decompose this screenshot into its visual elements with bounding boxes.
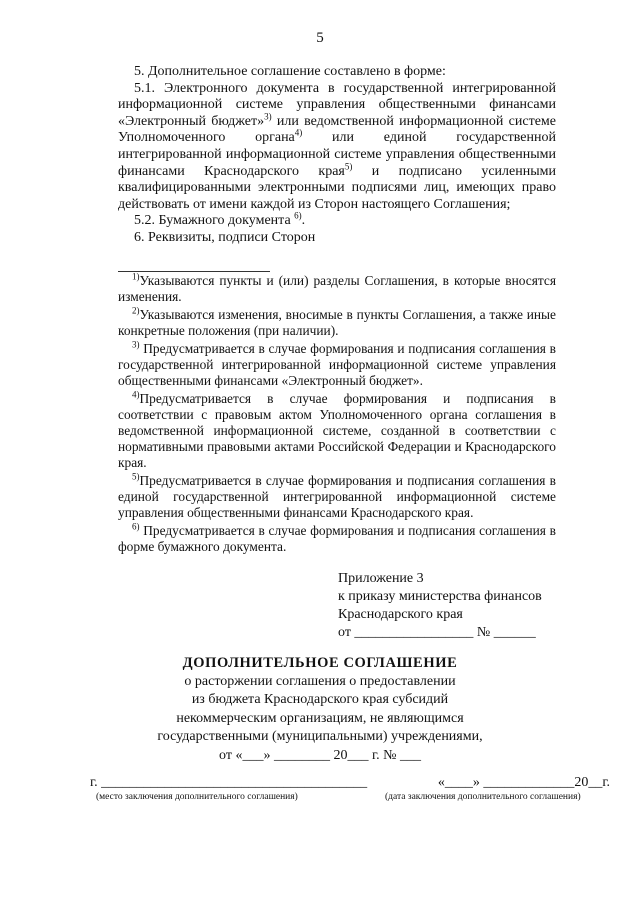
date-caption: (дата заключения дополнительного соглашения): [385, 792, 581, 802]
date-field: «____» _____________20__г.: [437, 775, 610, 790]
footnote-6: $^{6)}$ Предусматривается в случае формирования и подписания соглашения в форме бумажного документа.: [118, 521, 556, 554]
footnotes: [118, 273, 556, 557]
appendix-line-4: от _________________ № ______: [338, 625, 536, 640]
footnote-ref-5: 5): [344, 160, 353, 171]
footnote-3: $^{3)}$ Предусматривается в случае формирования и подписания соглашения в государственной интегрированной информационной системе управления общественными финансами «Электронный бюджет».: [118, 339, 556, 388]
footnote-ref-4: 4): [294, 127, 303, 138]
place-caption: (место заключения дополнительного соглашения): [96, 792, 298, 802]
footnote-1: $^{1)}$Указываются пункты и (или) разделы Соглашения, в которые вносятся изменения.: [118, 271, 556, 304]
clause-5-1: 5.1. Электронного документа в государственной интегрированной информационной системе управления общественными финансами «Электронный бюджет»$^{3)}$ или ведомственной информационной системе Уполномоченного органа$^{4)}$ или единой государственной интегрированной информационной системе управления общественными финансами Краснодарского края$^{5)}$ и подписано усиленными квалифицированными электронными подписями лиц, имеющих право действовать от имени каждой из Сторон настоящего Соглашения;: [118, 80, 556, 212]
title-line-2: из бюджета Краснодарского края субсидий: [191, 692, 449, 707]
clause-6: 6. Реквизиты, подписи Сторон: [134, 229, 316, 245]
footnote-ref-6: 6): [294, 210, 302, 221]
document-title: [0, 654, 640, 765]
title-line-5: от «___» ________ 20___ г. № ___: [219, 747, 421, 763]
appendix-line-2: к приказу министерства финансов: [338, 589, 542, 604]
footnote-ref-3: 3): [264, 111, 272, 122]
clause-5-2: 5.2. Бумажного документа $^{6)}$.: [134, 210, 306, 229]
footnote-divider: [118, 271, 270, 272]
footnote-4: $^{4)}$Предусматривается в случае формирования и подписания в соответствии с правовым актом Уполномоченного органа соглашения в ведомственной информационной системе, созданной в соответствии с нормативными правовыми актами Российской Федерации и Краснодарского края.: [118, 389, 556, 470]
title-line-3: некоммерческим организациям, не являющимся: [176, 710, 464, 726]
title-heading: ДОПОЛНИТЕЛЬНОЕ СОГЛАШЕНИЕ: [182, 655, 458, 671]
page-number: 5: [316, 30, 324, 46]
title-line-1: о расторжении соглашения о предоставлении: [184, 673, 456, 689]
title-line-4: государственными (муниципальными) учреждениями,: [157, 729, 483, 744]
agreement-body: [118, 64, 556, 247]
footnote-2: $^{2)}$Указываются изменения, вносимые в пункты Соглашения, а также иные конкретные положения (при наличии).: [118, 305, 556, 338]
footnote-5: $^{5)}$Предусматривается в случае формирования и подписания соглашения в единой государственной интегрированной информационной системе управления общественными финансами Краснодарского края.: [118, 471, 556, 520]
place-field: г. ______________________________________: [90, 775, 368, 790]
appendix-block: [338, 570, 542, 642]
appendix-line-1: Приложение 3: [338, 571, 424, 586]
clause-5: 5. Дополнительное соглашение составлено в форме:: [134, 64, 446, 79]
appendix-line-3: Краснодарского края: [338, 607, 463, 622]
